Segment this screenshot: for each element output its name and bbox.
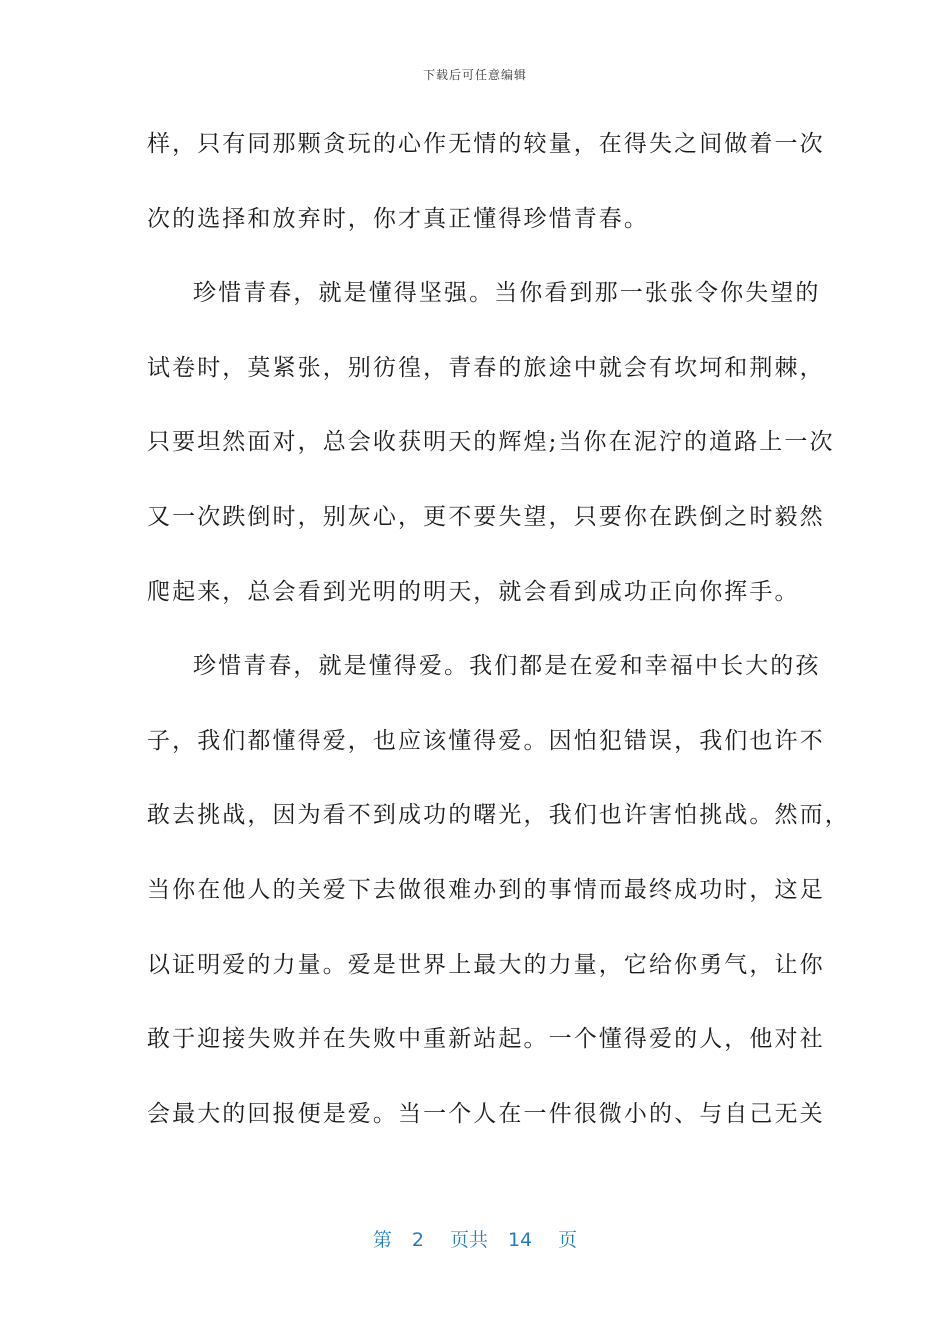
total-pages-number: 14 [507,1229,533,1251]
text-line: 次的选择和放弃时，你才真正懂得珍惜青春。 [147,205,649,232]
document-body [147,122,850,1166]
page-number-footer [0,1225,950,1252]
text-line: 敢于迎接失败并在失败中重新站起。一个懂得爱的人，他对社 [147,1026,825,1053]
text-line: 又一次跌倒时，别灰心，更不要失望，只要你在跌倒之时毅然 [147,503,825,530]
text-line: 爬起来，总会看到光明的明天，就会看到成功正向你挥手。 [147,578,800,605]
text-line: 以证明爱的力量。爱是世界上最大的力量，它给你勇气，让你 [147,951,825,978]
text-line: 子，我们都懂得爱，也应该懂得爱。因怕犯错误，我们也许不 [147,727,825,754]
page-prefix: 第 [372,1229,392,1251]
text-line: 试卷时，莫紧张，别彷徨，青春的旅途中就会有坎坷和荆棘， [147,354,825,381]
paragraph-first-line: 珍惜青春，就是懂得爱。我们都是在爱和幸福中长大的孩 [193,653,821,680]
text-line: 敢去挑战，因为看不到成功的曙光，我们也许害怕挑战。然而， [147,802,850,829]
page-middle-text: 页共 [449,1229,488,1251]
text-line: 样，只有同那颗贪玩的心作无情的较量，在得失之间做着一次 [147,131,825,157]
header-note: 下载后可任意编辑 [422,68,527,82]
text-line: 当你在他人的关爱下去做很难办到的事情而最终成功时，这足 [147,876,825,903]
text-line: 只要坦然面对，总会收获明天的辉煌;当你在泥泞的道路上一次 [147,429,835,456]
current-page-number: 2 [411,1229,424,1251]
page-suffix: 页 [558,1229,578,1251]
text-line: 会最大的回报便是爱。当一个人在一件很微小的、与自己无关 [147,1100,825,1127]
paragraph-first-line: 珍惜青春，就是懂得坚强。当你看到那一张张令你失望的 [193,280,821,307]
